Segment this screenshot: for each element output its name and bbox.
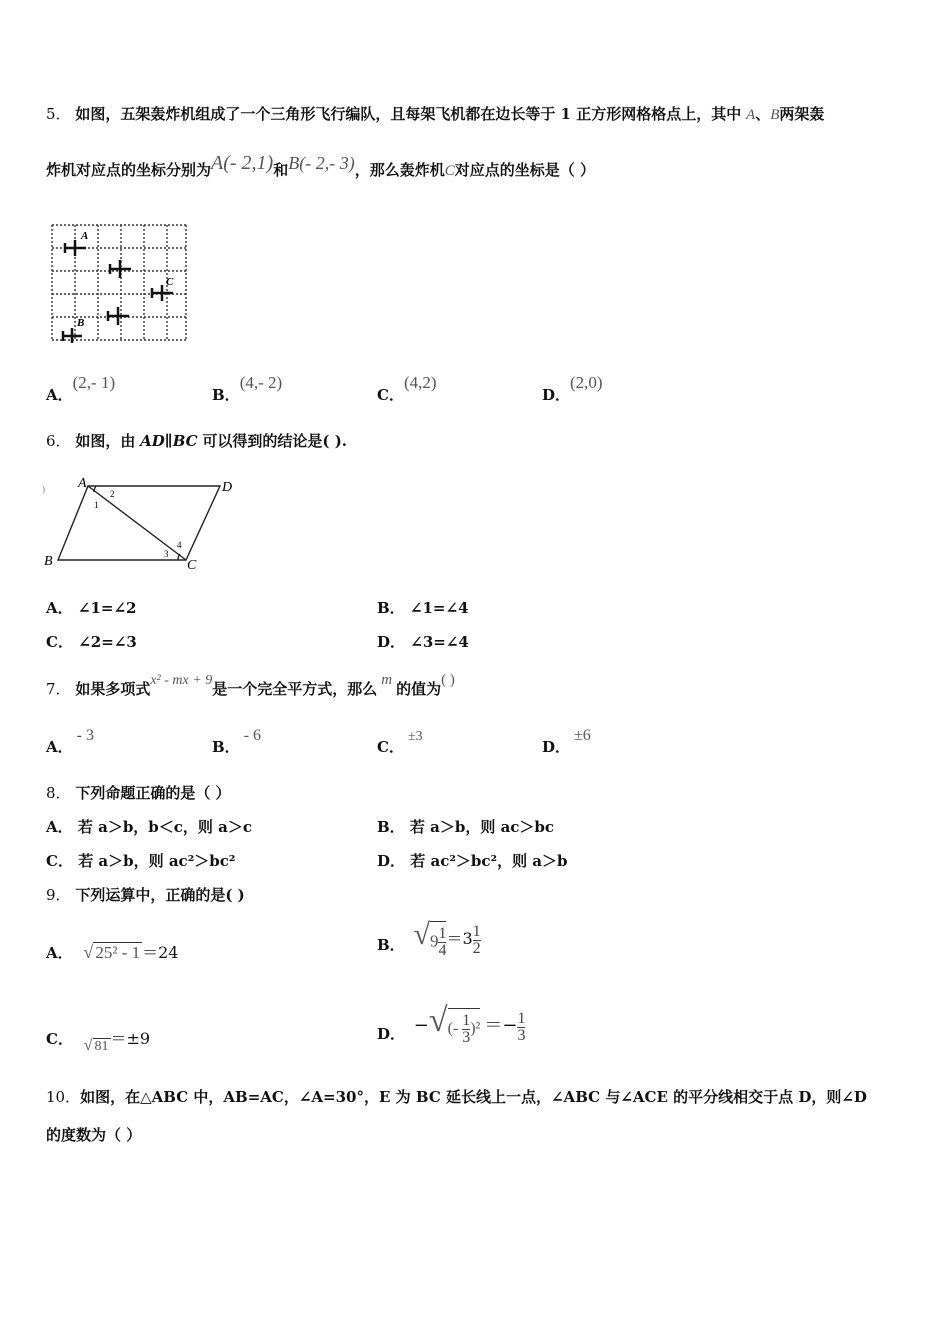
grid-label-a: A [81, 230, 89, 242]
grid-label-c: C [166, 276, 174, 288]
option-value: ±3 [407, 729, 423, 744]
q9-text: 下列运算中，正确的是( ) [75, 886, 245, 904]
variable-m: m [381, 672, 393, 688]
q8-stem [46, 782, 231, 803]
q5-option-c[interactable] [377, 372, 437, 404]
q5-option-d[interactable] [542, 372, 603, 404]
option-label: C． [46, 633, 73, 651]
q5-text2: 炸机对应点的坐标分别为 [46, 161, 212, 179]
sqrt-sign: √ [428, 1002, 448, 1039]
q8-option-a[interactable] [46, 816, 252, 837]
question-number: 6． [46, 432, 71, 450]
option-label: D． [542, 386, 571, 404]
option-value: (4,2) [403, 373, 437, 392]
result: ＝− [484, 1015, 518, 1036]
option-value: 若 a＞b，则 ac²＞bc² [78, 852, 236, 870]
coord-a: A(- 2,1) [211, 152, 274, 174]
point-a-label: A [746, 107, 756, 123]
q7-option-d[interactable] [542, 724, 591, 756]
result: ＝3 [446, 929, 473, 948]
q9-option-a[interactable] [46, 940, 178, 963]
q7-option-a[interactable] [46, 724, 94, 756]
q7-stem [46, 672, 455, 699]
option-label: C． [46, 852, 73, 870]
airplane-icon [109, 260, 131, 278]
q5-text3: ，那么轰炸机 [354, 161, 445, 179]
answer-parens: ( ) [441, 672, 455, 688]
airplane-grid-figure [48, 222, 190, 344]
option-value: (2,0) [570, 373, 603, 392]
q7-text: 如果多项式 [75, 680, 151, 698]
option-value: 若 a＞b，b＜c，则 a＞c [77, 818, 253, 836]
scan-mark: ) [42, 484, 45, 494]
option-label: B． [377, 936, 405, 954]
q5-option-a[interactable] [46, 372, 116, 404]
point-b-label: B [770, 107, 780, 123]
coord-b: B(- 2,- 3) [288, 153, 355, 173]
q6-text: 如图，由 [75, 432, 136, 450]
vertex-c: C [187, 558, 197, 573]
radicand: (- $\frac{1}{3}$ )² [448, 1008, 481, 1046]
question-number: 10． [46, 1088, 81, 1106]
and-text: 和 [273, 161, 289, 179]
radicand: 81 [94, 1039, 109, 1054]
q10-text: 如图，在△ABC 中，AB=AC，∠A=30°，E 为 BC 延长线上一点，∠ABC 与∠ACE 的平分线相交于点 D，则∠D [80, 1088, 867, 1106]
airplane-icon [64, 240, 86, 256]
fraction: $\frac{1}{4}$ [438, 925, 447, 959]
q8-option-d[interactable] [377, 850, 568, 871]
angle-2-label: 2 [110, 489, 115, 499]
q10-line1 [46, 1086, 867, 1107]
option-value: ±6 [574, 727, 591, 744]
option-label: A． [46, 818, 73, 836]
q6-option-a[interactable] [46, 597, 136, 618]
q9-stem [46, 884, 245, 905]
option-label: D． [542, 738, 571, 756]
airplane-icon [107, 307, 129, 325]
q8-option-b[interactable] [377, 816, 554, 837]
question-number: 9． [46, 886, 71, 904]
q7-option-b[interactable] [212, 724, 262, 756]
q6-stem [46, 430, 347, 451]
option-value: - 6 [243, 727, 262, 744]
minus-sign: − [413, 1015, 429, 1036]
option-value: - 3 [76, 727, 94, 744]
option-label: D． [377, 852, 406, 870]
option-label: B． [212, 738, 240, 756]
q10-text2: 的度数为（ ） [46, 1126, 142, 1144]
option-value: 若 ac²＞bc²，则 a＞b [410, 852, 568, 870]
fraction: $\frac{1}{3}$ [462, 1012, 471, 1046]
q6-option-d[interactable] [377, 631, 469, 652]
option-label: A． [46, 386, 73, 404]
option-label: A． [46, 599, 73, 617]
fraction: $\frac{1}{2}$ [472, 922, 481, 957]
option-value: ∠1=∠2 [77, 599, 137, 617]
vertex-b: B [44, 554, 53, 569]
q5-text: 如图，五架轰炸机组成了一个三角形飞行编队，且每架飞机都在边长等于 1 正方形网格格点上，其中 [75, 105, 742, 123]
option-label: C． [46, 1030, 73, 1048]
sqrt-sign: √ [83, 942, 94, 962]
q6-text-after: 可以得到的结论是( ). [202, 432, 348, 450]
option-label: D． [377, 1025, 406, 1043]
point-c-label: C [444, 163, 455, 179]
option-value: (4,- 2) [239, 373, 283, 392]
sqrt-sign: √ [413, 918, 430, 951]
result: ＝24 [142, 943, 179, 962]
q6-condition: AD∥BC [140, 432, 198, 450]
q6-option-c[interactable] [46, 631, 137, 652]
q8-option-c[interactable] [46, 850, 235, 871]
q9-option-d[interactable] [377, 1002, 525, 1046]
option-label: B． [377, 599, 405, 617]
q9-option-c[interactable] [46, 1026, 151, 1054]
result: ＝±9 [110, 1029, 151, 1048]
q9-option-b[interactable] [377, 918, 481, 959]
q5-text4: 对应点的坐标是（ ） [454, 161, 595, 179]
grid-label-b: B [77, 317, 85, 329]
option-value: ∠3=∠4 [410, 633, 469, 651]
option-label: A． [46, 944, 73, 962]
option-label: C． [377, 386, 404, 404]
question-number: 7． [46, 680, 71, 698]
angle-4-label: 4 [177, 540, 182, 550]
q8-text: 下列命题正确的是（ ） [75, 784, 231, 802]
option-label: A． [46, 738, 73, 756]
q7-text3: 的值为 [396, 680, 442, 698]
question-number: 5． [46, 105, 71, 123]
parallelogram-figure [40, 472, 240, 574]
radicand: 25² - 1 [95, 943, 141, 962]
q5-line1 [46, 103, 824, 124]
option-label: C． [377, 738, 404, 756]
option-value: 若 a＞b，则 ac＞bc [409, 818, 555, 836]
angle-3-label: 3 [164, 549, 169, 559]
option-label: D． [377, 633, 406, 651]
vertex-a: A [78, 476, 87, 491]
option-value: ∠1=∠4 [409, 599, 469, 617]
vertex-d: D [222, 480, 233, 495]
option-label: B． [377, 818, 405, 836]
q7-text2: 是一个完全平方式，那么 [212, 680, 378, 698]
option-value: ∠2=∠3 [78, 633, 137, 651]
question-number: 8． [46, 784, 71, 802]
airplane-icon [62, 328, 82, 343]
separator: 、 [755, 105, 771, 123]
option-label: B． [212, 386, 240, 404]
sqrt-sign: √ [83, 1037, 93, 1054]
q5-option-b[interactable] [212, 372, 283, 404]
q5-text-end: 两架轰 [779, 105, 825, 123]
q10-line2 [46, 1124, 141, 1145]
radicand: 9 $\frac{1}{4}$ [430, 921, 447, 959]
option-value: (2,- 1) [72, 373, 116, 392]
fraction: $\frac{1}{3}$ [517, 1009, 526, 1044]
q5-line2 [46, 152, 595, 181]
q6-option-b[interactable] [377, 597, 469, 618]
polynomial: x² - mx + 9 [150, 673, 213, 688]
q7-option-c[interactable] [377, 724, 423, 756]
angle-1-label: 1 [94, 500, 99, 510]
